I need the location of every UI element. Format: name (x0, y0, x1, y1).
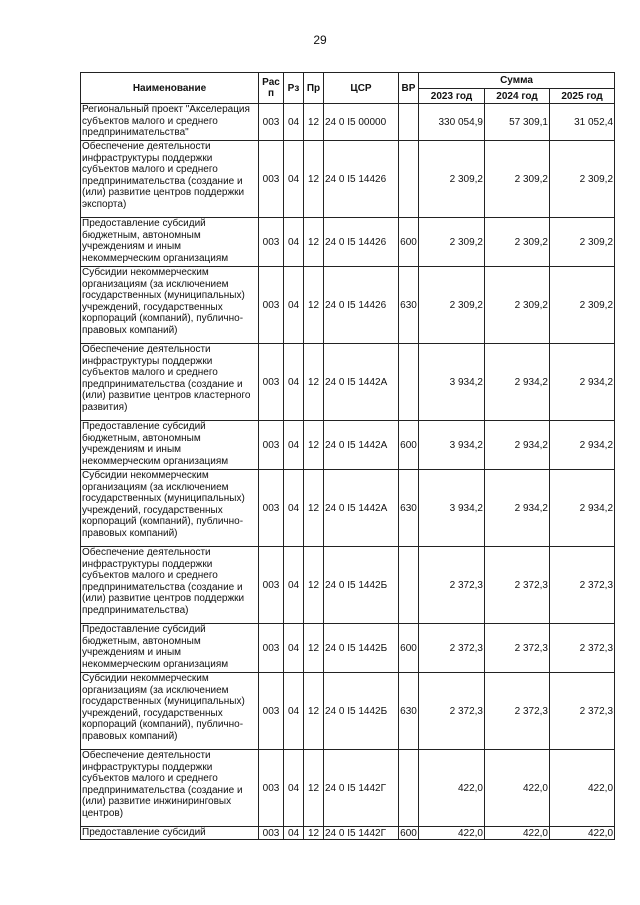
row-amount-2023: 3 934,2 (419, 421, 485, 470)
row-csr: 24 0 I5 14426 (324, 141, 399, 218)
row-pr: 12 (304, 344, 324, 421)
row-csr: 24 0 I5 1442А (324, 421, 399, 470)
row-rz: 04 (284, 218, 304, 267)
row-pr: 12 (304, 218, 324, 267)
row-csr: 24 0 I5 14426 (324, 267, 399, 344)
row-ras: 003 (259, 104, 284, 141)
row-name: Обеспечение деятельности инфраструктуры поддержки субъектов малого и среднего предпринимательства (создание и (или) развитие центров поддержки предпринимательства) (81, 547, 259, 624)
row-amount-2024: 57 309,1 (485, 104, 550, 141)
row-amount-2023: 2 309,2 (419, 267, 485, 344)
row-amount-2023: 2 309,2 (419, 218, 485, 267)
row-amount-2025: 2 372,3 (550, 624, 615, 673)
row-amount-2023: 2 309,2 (419, 141, 485, 218)
row-ras: 003 (259, 673, 284, 750)
header-csr: ЦСР (324, 73, 399, 104)
row-vr: 630 (399, 673, 419, 750)
row-ras: 003 (259, 547, 284, 624)
header-rz: Рз (284, 73, 304, 104)
row-name: Обеспечение деятельности инфраструктуры поддержки субъектов малого и среднего предпринимательства (создание и (или) развитие центров кластерного развития) (81, 344, 259, 421)
row-amount-2025: 2 934,2 (550, 344, 615, 421)
table-row (81, 267, 615, 344)
row-amount-2024: 2 372,3 (485, 624, 550, 673)
row-pr: 12 (304, 750, 324, 827)
row-amount-2025: 2 372,3 (550, 673, 615, 750)
row-amount-2025: 2 372,3 (550, 547, 615, 624)
row-amount-2024: 2 309,2 (485, 141, 550, 218)
row-amount-2025: 2 309,2 (550, 218, 615, 267)
row-rz: 04 (284, 104, 304, 141)
row-amount-2024: 2 934,2 (485, 421, 550, 470)
table-row (81, 470, 615, 547)
row-ras: 003 (259, 344, 284, 421)
row-csr: 24 0 I5 14426 (324, 218, 399, 267)
row-name: Предоставление субсидий бюджетным, автономным учреждениям и иным некоммерческим организациям (81, 624, 259, 673)
row-rz: 04 (284, 547, 304, 624)
header-name: Наименование (81, 73, 259, 104)
header-sum: Сумма (419, 73, 615, 89)
row-rz: 04 (284, 673, 304, 750)
row-ras: 003 (259, 141, 284, 218)
row-vr: 600 (399, 624, 419, 673)
row-name: Предоставление субсидий бюджетным, автономным учреждениям и иным некоммерческим организациям (81, 421, 259, 470)
table-row (81, 547, 615, 624)
row-rz: 04 (284, 827, 304, 840)
table-row (81, 141, 615, 218)
row-amount-2025: 422,0 (550, 827, 615, 840)
row-vr (399, 344, 419, 421)
row-ras: 003 (259, 470, 284, 547)
row-vr: 600 (399, 218, 419, 267)
row-amount-2023: 2 372,3 (419, 624, 485, 673)
row-rz: 04 (284, 470, 304, 547)
row-ras: 003 (259, 827, 284, 840)
row-pr: 12 (304, 673, 324, 750)
row-pr: 12 (304, 141, 324, 218)
header-year-2025: 2025 год (550, 89, 615, 104)
row-csr: 24 0 I5 1442Г (324, 750, 399, 827)
row-csr: 24 0 I5 1442Б (324, 673, 399, 750)
budget-table (80, 72, 615, 840)
row-pr: 12 (304, 827, 324, 840)
row-amount-2024: 2 372,3 (485, 547, 550, 624)
row-pr: 12 (304, 104, 324, 141)
row-amount-2023: 2 372,3 (419, 673, 485, 750)
row-name: Субсидии некоммерческим организациям (за исключением государственных (муниципальных) учреждений, государственных корпораций (компаний), публично-правовых компаний) (81, 673, 259, 750)
row-csr: 24 0 I5 1442А (324, 470, 399, 547)
table-row (81, 104, 615, 141)
row-rz: 04 (284, 141, 304, 218)
row-amount-2025: 2 309,2 (550, 141, 615, 218)
row-csr: 24 0 I5 1442А (324, 344, 399, 421)
row-vr: 600 (399, 421, 419, 470)
row-pr: 12 (304, 267, 324, 344)
row-amount-2025: 2 934,2 (550, 421, 615, 470)
row-pr: 12 (304, 421, 324, 470)
row-amount-2024: 2 309,2 (485, 218, 550, 267)
row-amount-2024: 2 309,2 (485, 267, 550, 344)
row-pr: 12 (304, 470, 324, 547)
row-amount-2024: 2 372,3 (485, 673, 550, 750)
table-row (81, 344, 615, 421)
row-ras: 003 (259, 750, 284, 827)
row-amount-2024: 422,0 (485, 827, 550, 840)
row-amount-2025: 2 934,2 (550, 470, 615, 547)
row-rz: 04 (284, 421, 304, 470)
table-row (81, 827, 615, 840)
row-vr (399, 547, 419, 624)
row-name: Обеспечение деятельности инфраструктуры поддержки субъектов малого и среднего предпринимательства (создание и (или) развитие инжиниринговых центров) (81, 750, 259, 827)
table-row (81, 421, 615, 470)
row-csr: 24 0 I5 00000 (324, 104, 399, 141)
table-row (81, 218, 615, 267)
table-row (81, 673, 615, 750)
row-ras: 003 (259, 624, 284, 673)
table-row (81, 750, 615, 827)
row-csr: 24 0 I5 1442Б (324, 547, 399, 624)
row-name: Субсидии некоммерческим организациям (за исключением государственных (муниципальных) учреждений, государственных корпораций (компаний), публично-правовых компаний) (81, 470, 259, 547)
row-name: Субсидии некоммерческим организациям (за исключением государственных (муниципальных) учреждений, государственных корпораций (компаний), публично-правовых компаний) (81, 267, 259, 344)
row-amount-2025: 31 052,4 (550, 104, 615, 141)
table-row (81, 624, 615, 673)
header-vr: ВР (399, 73, 419, 104)
row-rz: 04 (284, 624, 304, 673)
row-rz: 04 (284, 750, 304, 827)
row-amount-2024: 2 934,2 (485, 470, 550, 547)
row-name: Региональный проект "Акселерация субъектов малого и среднего предпринимательства" (81, 104, 259, 141)
row-amount-2023: 422,0 (419, 827, 485, 840)
row-vr: 600 (400, 827, 417, 839)
header-year-2024: 2024 год (485, 89, 550, 104)
row-vr (399, 750, 419, 827)
row-amount-2025: 2 309,2 (550, 267, 615, 344)
row-vr: 630 (399, 267, 419, 344)
row-name: Предоставление субсидий (81, 827, 259, 840)
row-csr: 24 0 I5 1442Б (324, 624, 399, 673)
row-pr: 12 (304, 547, 324, 624)
row-amount-2023: 330 054,9 (419, 104, 485, 141)
row-amount-2023: 3 934,2 (419, 344, 485, 421)
row-rz: 04 (284, 344, 304, 421)
row-amount-2023: 3 934,2 (419, 470, 485, 547)
row-csr: 24 0 I5 1442Г (324, 827, 399, 840)
row-amount-2023: 2 372,3 (419, 547, 485, 624)
row-vr: 630 (399, 470, 419, 547)
row-amount-2024: 422,0 (485, 750, 550, 827)
row-rz: 04 (284, 267, 304, 344)
page-number: 29 (313, 33, 327, 47)
row-ras: 003 (259, 218, 284, 267)
header-pr: Пр (304, 73, 324, 104)
row-amount-2024: 2 934,2 (485, 344, 550, 421)
row-ras: 003 (259, 421, 284, 470)
header-year-2023: 2023 год (419, 89, 485, 104)
row-name: Обеспечение деятельности инфраструктуры поддержки субъектов малого и среднего предпринимательства (создание и (или) развитие центров поддержки экспорта) (81, 141, 259, 218)
row-amount-2023: 422,0 (419, 750, 485, 827)
row-pr: 12 (304, 624, 324, 673)
table-body (81, 104, 615, 840)
header-ras: Рас п (259, 73, 284, 104)
row-amount-2025: 422,0 (550, 750, 615, 827)
row-vr (399, 141, 419, 218)
row-ras: 003 (259, 267, 284, 344)
row-name: Предоставление субсидий бюджетным, автономным учреждениям и иным некоммерческим организациям (81, 218, 259, 267)
row-vr (399, 104, 419, 141)
